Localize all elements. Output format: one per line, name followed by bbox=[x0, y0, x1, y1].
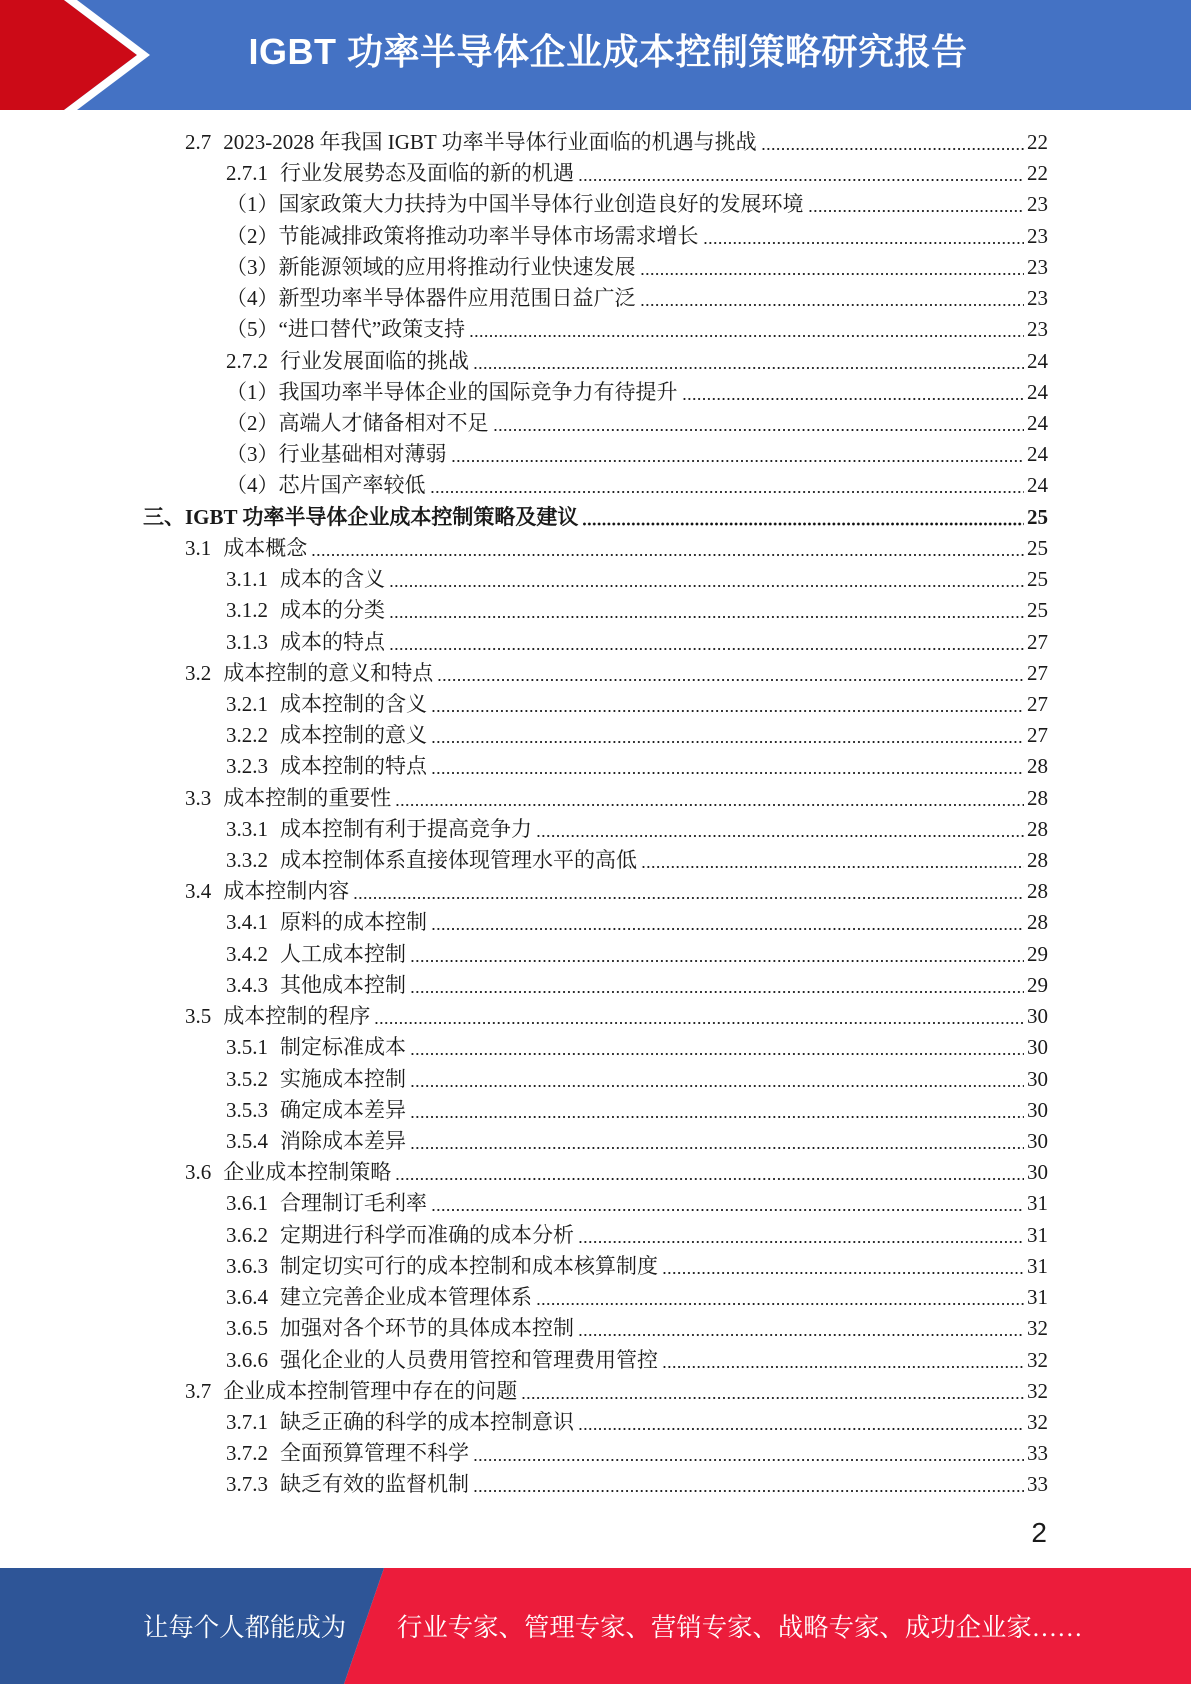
toc-entry bbox=[0, 127, 1191, 158]
toc-entry bbox=[0, 189, 1191, 220]
toc-dot-leader bbox=[536, 814, 1024, 845]
toc-entry-number: 3.1.1 bbox=[226, 567, 268, 592]
toc-dot-leader bbox=[410, 939, 1024, 970]
toc-entry-title: 强化企业的人员费用管控和管理费用管控 bbox=[280, 1347, 658, 1372]
toc-entry-page: 28 bbox=[1027, 910, 1048, 935]
toc-entry bbox=[0, 158, 1191, 189]
toc-dot-leader bbox=[578, 1220, 1024, 1251]
toc-entry-page: 31 bbox=[1027, 1191, 1048, 1216]
toc-entry bbox=[0, 470, 1191, 501]
toc-dot-leader bbox=[410, 1126, 1024, 1157]
toc-entry-title: 加强对各个环节的具体成本控制 bbox=[280, 1316, 574, 1341]
toc-dot-leader bbox=[451, 439, 1025, 470]
toc-entry-title: 成本的特点 bbox=[280, 629, 385, 654]
toc-dot-leader bbox=[578, 1407, 1024, 1438]
footer-slogan-roles: 行业专家、管理专家、营销专家、战略专家、成功企业家…… bbox=[397, 1614, 1083, 1642]
toc-dot-leader bbox=[431, 689, 1024, 720]
toc-entry bbox=[0, 939, 1191, 970]
toc-entry-number: 3.6.5 bbox=[226, 1316, 268, 1341]
toc-dot-leader bbox=[395, 1157, 1024, 1188]
toc-entry-title: 成本控制的意义和特点 bbox=[223, 660, 434, 685]
toc-entry-title: “进口替代”政策支持 bbox=[278, 317, 466, 342]
toc-dot-leader bbox=[493, 408, 1025, 439]
toc-entry-page: 28 bbox=[1027, 848, 1048, 873]
toc-entry-page: 30 bbox=[1027, 1097, 1048, 1122]
page-number: 2 bbox=[1031, 1517, 1047, 1548]
toc-entry-number: （4） bbox=[226, 473, 279, 498]
toc-entry-title: 成本的分类 bbox=[280, 598, 385, 623]
toc-dot-leader bbox=[389, 595, 1024, 626]
toc-entry bbox=[0, 627, 1191, 658]
toc-dot-leader bbox=[431, 907, 1024, 938]
toc-entry-number: 3.5.3 bbox=[226, 1097, 268, 1122]
toc-dot-leader bbox=[410, 970, 1024, 1001]
table-of-contents bbox=[0, 127, 1191, 1501]
toc-entry-number: 3.6.1 bbox=[226, 1191, 268, 1216]
toc-dot-leader bbox=[582, 502, 1024, 533]
toc-entry-page: 30 bbox=[1027, 1004, 1048, 1029]
toc-entry-number: （2） bbox=[226, 223, 279, 248]
toc-entry bbox=[0, 1345, 1191, 1376]
toc-entry-title: 成本控制的程序 bbox=[223, 1004, 371, 1029]
toc-dot-leader bbox=[536, 1282, 1024, 1313]
toc-entry bbox=[0, 1188, 1191, 1219]
toc-entry-title: 行业发展面临的挑战 bbox=[280, 348, 469, 373]
toc-entry-title: 定期进行科学而准确的成本分析 bbox=[280, 1222, 574, 1247]
toc-entry-number: 2.7.1 bbox=[226, 161, 268, 186]
toc-entry-page: 23 bbox=[1027, 286, 1048, 311]
toc-entry-title: 原料的成本控制 bbox=[280, 910, 427, 935]
toc-entry-page: 33 bbox=[1027, 1472, 1048, 1497]
toc-entry-page: 28 bbox=[1027, 816, 1048, 841]
toc-entry-number: 3.7.3 bbox=[226, 1472, 268, 1497]
toc-entry bbox=[0, 876, 1191, 907]
toc-entry-title: IGBT 功率半导体企业成本控制策略及建议 bbox=[185, 504, 579, 529]
toc-entry-title: 缺乏正确的科学的成本控制意识 bbox=[280, 1409, 574, 1434]
toc-entry-number: （4） bbox=[226, 286, 279, 311]
toc-entry-page: 32 bbox=[1027, 1409, 1048, 1434]
toc-dot-leader bbox=[662, 1345, 1024, 1376]
toc-entry-title: 成本控制有利于提高竞争力 bbox=[280, 816, 532, 841]
toc-entry bbox=[0, 720, 1191, 751]
toc-dot-leader bbox=[662, 1251, 1024, 1282]
toc-entry-page: 30 bbox=[1027, 1035, 1048, 1060]
toc-entry-title: 建立完善企业成本管理体系 bbox=[280, 1285, 532, 1310]
toc-entry-page: 27 bbox=[1027, 723, 1048, 748]
toc-entry-number: （2） bbox=[226, 410, 279, 435]
toc-entry-title: 成本控制的特点 bbox=[280, 754, 427, 779]
toc-dot-leader bbox=[311, 533, 1024, 564]
toc-dot-leader bbox=[389, 627, 1024, 658]
toc-entry-title: 缺乏有效的监督机制 bbox=[280, 1472, 469, 1497]
toc-entry bbox=[0, 283, 1191, 314]
toc-entry-number: 3.2.1 bbox=[226, 691, 268, 716]
toc-entry-page: 31 bbox=[1027, 1222, 1048, 1247]
toc-dot-leader bbox=[578, 158, 1024, 189]
toc-entry-page: 25 bbox=[1027, 598, 1048, 623]
toc-entry-number: （1） bbox=[226, 192, 279, 217]
toc-entry-page: 24 bbox=[1027, 379, 1048, 404]
toc-entry-page: 28 bbox=[1027, 879, 1048, 904]
toc-entry bbox=[0, 814, 1191, 845]
toc-entry bbox=[0, 1126, 1191, 1157]
toc-entry-number: 3.3 bbox=[185, 785, 212, 810]
toc-entry-title: 合理制订毛利率 bbox=[280, 1191, 427, 1216]
toc-entry-title: 成本控制的意义 bbox=[280, 723, 427, 748]
toc-entry-number: 3.6.4 bbox=[226, 1285, 268, 1310]
toc-entry-page: 22 bbox=[1027, 161, 1048, 186]
toc-dot-leader bbox=[410, 1064, 1024, 1095]
toc-entry bbox=[0, 845, 1191, 876]
toc-entry bbox=[0, 1313, 1191, 1344]
toc-entry-page: 24 bbox=[1027, 348, 1048, 373]
toc-entry-title: 其他成本控制 bbox=[280, 972, 406, 997]
toc-entry bbox=[0, 346, 1191, 377]
toc-entry-page: 22 bbox=[1027, 130, 1048, 154]
toc-entry-title: 成本控制内容 bbox=[223, 879, 350, 904]
toc-entry-title: 成本控制的含义 bbox=[280, 691, 427, 716]
toc-entry-page: 31 bbox=[1027, 1253, 1048, 1278]
toc-entry-page: 28 bbox=[1027, 754, 1048, 779]
toc-entry-page: 32 bbox=[1027, 1316, 1048, 1341]
toc-entry-page: 23 bbox=[1027, 223, 1048, 248]
toc-entry-number: （1） bbox=[226, 379, 279, 404]
toc-entry-title: 企业成本控制策略 bbox=[223, 1160, 392, 1185]
toc-dot-leader bbox=[473, 1438, 1024, 1469]
toc-entry-number: 3.6.2 bbox=[226, 1222, 268, 1247]
footer-banner bbox=[0, 1568, 1191, 1684]
toc-entry bbox=[0, 1095, 1191, 1126]
toc-dot-leader bbox=[640, 252, 1025, 283]
toc-entry-title: 芯片国产率较低 bbox=[278, 473, 426, 498]
toc-entry-title: 行业发展势态及面临的新的机遇 bbox=[280, 161, 574, 186]
toc-entry bbox=[0, 658, 1191, 689]
toc-entry-title: 实施成本控制 bbox=[280, 1066, 406, 1091]
toc-entry-number: 3.3.2 bbox=[226, 848, 268, 873]
toc-entry-number: 3.1.3 bbox=[226, 629, 268, 654]
toc-entry-page: 27 bbox=[1027, 691, 1048, 716]
toc-entry-title: 成本控制的重要性 bbox=[223, 785, 392, 810]
toc-entry-number: 3.4.1 bbox=[226, 910, 268, 935]
toc-entry-title: 全面预算管理不科学 bbox=[280, 1441, 469, 1466]
toc-entry bbox=[0, 1282, 1191, 1313]
toc-entry-number: 3.5.2 bbox=[226, 1066, 268, 1091]
toc-entry-number: 3.5.1 bbox=[226, 1035, 268, 1060]
footer-slogan-lead: 让每个人都能成为 bbox=[143, 1614, 347, 1642]
toc-entry-page: 31 bbox=[1027, 1285, 1048, 1310]
toc-dot-leader bbox=[473, 1469, 1024, 1500]
toc-entry-page: 23 bbox=[1027, 254, 1048, 279]
toc-entry bbox=[0, 783, 1191, 814]
report-header bbox=[0, 0, 1191, 110]
toc-entry-number: 3.6 bbox=[185, 1160, 212, 1185]
toc-entry-number: 3.7.2 bbox=[226, 1441, 268, 1466]
toc-entry bbox=[0, 408, 1191, 439]
toc-dot-leader bbox=[469, 314, 1024, 345]
toc-entry-title: 制定切实可行的成本控制和成本核算制度 bbox=[280, 1253, 658, 1278]
toc-dot-leader bbox=[431, 1188, 1024, 1219]
toc-entry-number: （5） bbox=[226, 317, 279, 342]
toc-dot-leader bbox=[430, 470, 1025, 501]
toc-entry-title: 节能减排政策将推动功率半导体市场需求增长 bbox=[278, 223, 699, 248]
toc-entry bbox=[0, 689, 1191, 720]
toc-entry-number: 三、 bbox=[143, 504, 185, 529]
toc-entry-number: 2.7 bbox=[185, 130, 212, 154]
toc-entry-page: 23 bbox=[1027, 317, 1048, 342]
toc-entry-number: （3） bbox=[226, 442, 279, 467]
toc-entry bbox=[0, 1251, 1191, 1282]
toc-entry-number: 2.7.2 bbox=[226, 348, 268, 373]
toc-entry bbox=[0, 1438, 1191, 1469]
toc-entry-page: 32 bbox=[1027, 1347, 1048, 1372]
toc-entry-title: 新型功率半导体器件应用范围日益广泛 bbox=[278, 286, 636, 311]
toc-entry-page: 29 bbox=[1027, 972, 1048, 997]
toc-entry-number: 3.6.6 bbox=[226, 1347, 268, 1372]
toc-entry bbox=[0, 907, 1191, 938]
toc-entry-number: 3.4 bbox=[185, 879, 212, 904]
toc-dot-leader bbox=[641, 845, 1024, 876]
toc-entry-number: 3.2.3 bbox=[226, 754, 268, 779]
toc-entry-title: 我国功率半导体企业的国际竞争力有待提升 bbox=[278, 379, 678, 404]
toc-dot-leader bbox=[703, 221, 1025, 252]
toc-entry-title: 行业基础相对薄弱 bbox=[278, 442, 447, 467]
toc-dot-leader bbox=[431, 720, 1024, 751]
toc-entry-number: 3.1.2 bbox=[226, 598, 268, 623]
toc-dot-leader bbox=[473, 346, 1024, 377]
toc-entry-page: 23 bbox=[1027, 192, 1048, 217]
toc-entry-page: 24 bbox=[1027, 473, 1048, 498]
toc-entry bbox=[0, 1001, 1191, 1032]
toc-entry-number: 3.1 bbox=[185, 535, 212, 560]
toc-entry-page: 25 bbox=[1027, 567, 1048, 592]
toc-entry-number: 3.2.2 bbox=[226, 723, 268, 748]
toc-entry bbox=[0, 1376, 1191, 1407]
toc-entry bbox=[0, 1064, 1191, 1095]
toc-dot-leader bbox=[640, 283, 1025, 314]
toc-dot-leader bbox=[431, 751, 1024, 782]
toc-entry-number: 3.4.2 bbox=[226, 941, 268, 966]
toc-entry-page: 29 bbox=[1027, 941, 1048, 966]
toc-dot-leader bbox=[437, 658, 1024, 689]
toc-entry-page: 30 bbox=[1027, 1129, 1048, 1153]
toc-entry bbox=[0, 1157, 1191, 1188]
toc-entry-number: 3.5.4 bbox=[226, 1129, 268, 1153]
toc-entry bbox=[0, 751, 1191, 782]
toc-entry-number: 3.5 bbox=[185, 1004, 212, 1029]
toc-entry bbox=[0, 377, 1191, 408]
toc-entry-number: （3） bbox=[226, 254, 279, 279]
toc-entry bbox=[0, 1407, 1191, 1438]
toc-entry bbox=[0, 1032, 1191, 1063]
toc-entry-title: 确定成本差异 bbox=[280, 1097, 406, 1122]
toc-dot-leader bbox=[578, 1313, 1024, 1344]
toc-entry-page: 30 bbox=[1027, 1160, 1048, 1185]
toc-dot-leader bbox=[395, 783, 1024, 814]
toc-entry bbox=[0, 970, 1191, 1001]
toc-entry-page: 24 bbox=[1027, 442, 1048, 467]
toc-entry-page: 25 bbox=[1027, 535, 1048, 560]
toc-entry-page: 24 bbox=[1027, 410, 1048, 435]
toc-entry-title: 高端人才储备相对不足 bbox=[278, 410, 489, 435]
toc-entry-page: 27 bbox=[1027, 660, 1048, 685]
toc-entry-page: 32 bbox=[1027, 1378, 1048, 1403]
toc-entry-number: 3.7 bbox=[185, 1378, 212, 1403]
report-title: IGBT 功率半导体企业成本控制策略研究报告 bbox=[248, 31, 968, 72]
toc-entry bbox=[0, 533, 1191, 564]
toc-entry-title: 人工成本控制 bbox=[280, 941, 406, 966]
toc-entry bbox=[0, 314, 1191, 345]
toc-entry bbox=[0, 221, 1191, 252]
toc-entry-number: 3.6.3 bbox=[226, 1253, 268, 1278]
toc-dot-leader bbox=[353, 876, 1024, 907]
toc-entry bbox=[0, 439, 1191, 470]
toc-entry-title: 2023-2028 年我国 IGBT 功率半导体行业面临的机遇与挑战 bbox=[223, 130, 757, 154]
toc-dot-leader bbox=[521, 1376, 1024, 1407]
toc-dot-leader bbox=[374, 1001, 1024, 1032]
toc-dot-leader bbox=[808, 189, 1025, 220]
toc-entry-page: 30 bbox=[1027, 1066, 1048, 1091]
toc-entry-title: 成本概念 bbox=[223, 535, 308, 560]
toc-entry-page: 28 bbox=[1027, 785, 1048, 810]
toc-entry-title: 新能源领域的应用将推动行业快速发展 bbox=[278, 254, 636, 279]
toc-entry-title: 企业成本控制管理中存在的问题 bbox=[223, 1378, 518, 1403]
toc-entry bbox=[0, 564, 1191, 595]
toc-entry bbox=[0, 595, 1191, 626]
toc-entry-title: 制定标准成本 bbox=[280, 1035, 406, 1060]
toc-entry-title: 消除成本差异 bbox=[280, 1129, 406, 1153]
toc-entry-page: 27 bbox=[1027, 629, 1048, 654]
toc-dot-leader bbox=[410, 1032, 1024, 1063]
toc-entry-page: 25 bbox=[1027, 504, 1048, 529]
toc-entry bbox=[0, 1220, 1191, 1251]
toc-entry bbox=[0, 502, 1191, 533]
toc-entry-number: 3.4.3 bbox=[226, 972, 268, 997]
toc-dot-leader bbox=[682, 377, 1025, 408]
toc-entry-number: 3.7.1 bbox=[226, 1409, 268, 1434]
toc-dot-leader bbox=[389, 564, 1024, 595]
toc-dot-leader bbox=[761, 127, 1024, 158]
toc-entry-number: 3.2 bbox=[185, 660, 212, 685]
toc-dot-leader bbox=[410, 1095, 1024, 1126]
toc-entry-title: 成本的含义 bbox=[280, 567, 385, 592]
toc-entry-title: 成本控制体系直接体现管理水平的高低 bbox=[280, 848, 637, 873]
toc-entry bbox=[0, 1469, 1191, 1500]
toc-entry bbox=[0, 252, 1191, 283]
toc-entry-page: 33 bbox=[1027, 1441, 1048, 1466]
toc-entry-number: 3.3.1 bbox=[226, 816, 268, 841]
toc-entry-title: 国家政策大力扶持为中国半导体行业创造良好的发展环境 bbox=[278, 192, 804, 217]
